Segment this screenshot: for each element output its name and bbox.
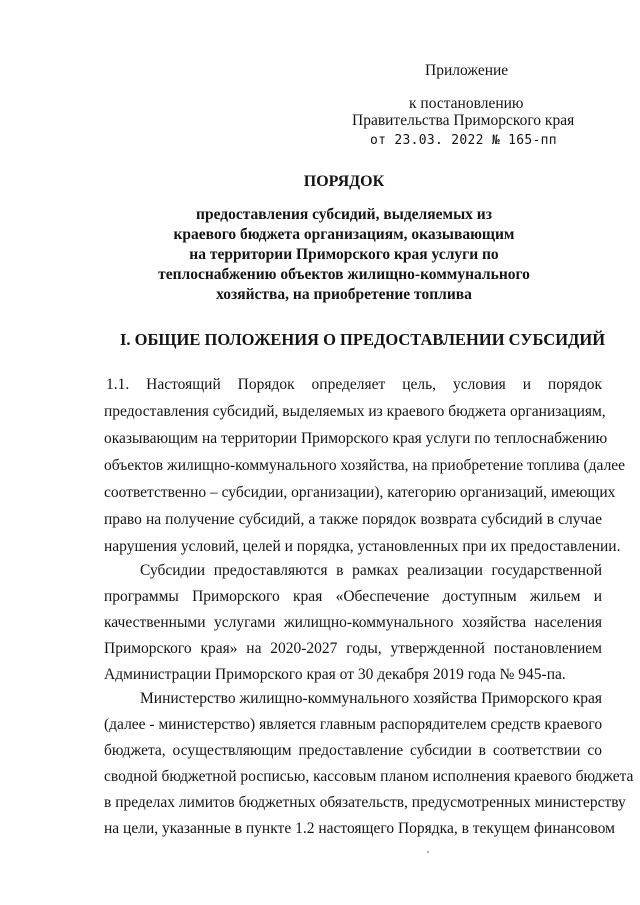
- document-subtitle: [150, 205, 538, 305]
- paragraph-line: Администрации Приморского края от 30 декабря 2019 года № 945-па.: [104, 666, 566, 683]
- appendix-title: Приложение: [425, 62, 509, 79]
- paragraph-line: на цели, указанные в пункте 1.2 настоящего Порядка, в текущем финансовом: [104, 820, 615, 837]
- paragraph-line: программы Приморского края «Обеспечение доступным жильем и: [104, 588, 602, 605]
- paragraph-line: в пределах лимитов бюджетных обязательств, предусмотренных министерству: [104, 794, 626, 811]
- subtitle-line: хозяйства, на приобретение топлива: [216, 286, 472, 303]
- subtitle-line: теплоснабжению объектов жилищно-коммунального: [158, 266, 530, 283]
- paragraph-line: (далее - министерство) является главным распорядителем средств краевого: [104, 716, 603, 733]
- appendix-line-2: Правительства Приморского края: [352, 112, 575, 129]
- paragraph-line: качественными услугами жилищно-коммунального хозяйства населения: [104, 614, 602, 631]
- paragraph-line: предоставления субсидий, выделяемых из краевого бюджета организациям,: [104, 403, 606, 420]
- appendix-line-1: к постановлению: [409, 95, 524, 112]
- paragraph-line: бюджета, осуществляющим предоставление субсидии в соответствии со: [104, 742, 602, 759]
- paragraph-line: соответственно – субсидии, организации), категорию организаций, имеющих: [104, 484, 616, 501]
- paragraph-line: 1.1. Настоящий Порядок определяет цель, условия и порядок: [106, 376, 602, 393]
- paragraph-line: право на получение субсидий, а также порядок возврата субсидий в случае: [104, 511, 602, 528]
- subtitle-line: предоставления субсидий, выделяемых из: [196, 206, 492, 223]
- paragraph-line: нарушения условий, целей и порядка, установленных при их предоставлении.: [104, 538, 621, 555]
- paragraph-line: сводной бюджетной росписью, кассовым планом исполнения краевого бюджета: [104, 768, 634, 785]
- document-title: ПОРЯДОК: [303, 173, 385, 190]
- paragraph-line: Субсидии предоставляются в рамках реализации государственной: [140, 562, 602, 579]
- subtitle-line: на территории Приморского края услуги по: [189, 246, 499, 263]
- subtitle-line: краевого бюджета организациям, оказывающим: [173, 226, 515, 243]
- paragraph-line: Министерство жилищно-коммунального хозяйства Приморского края: [140, 690, 602, 707]
- paragraph-line: Приморского края» на 2020-2027 годы, утвержденной постановлением: [104, 640, 602, 657]
- section-heading: I. ОБЩИЕ ПОЛОЖЕНИЯ О ПРЕДОСТАВЛЕНИИ СУБСИДИЙ: [120, 330, 606, 349]
- scan-speck: [427, 851, 429, 853]
- paragraph-line: объектов жилищно-коммунального хозяйства, на приобретение топлива (далее: [104, 457, 626, 474]
- paragraph-line: оказывающим на территории Приморского края услуги по теплоснабжению: [104, 430, 608, 447]
- appendix-date-number-stamp: от 23.03. 2022 № 165-пп: [370, 133, 557, 148]
